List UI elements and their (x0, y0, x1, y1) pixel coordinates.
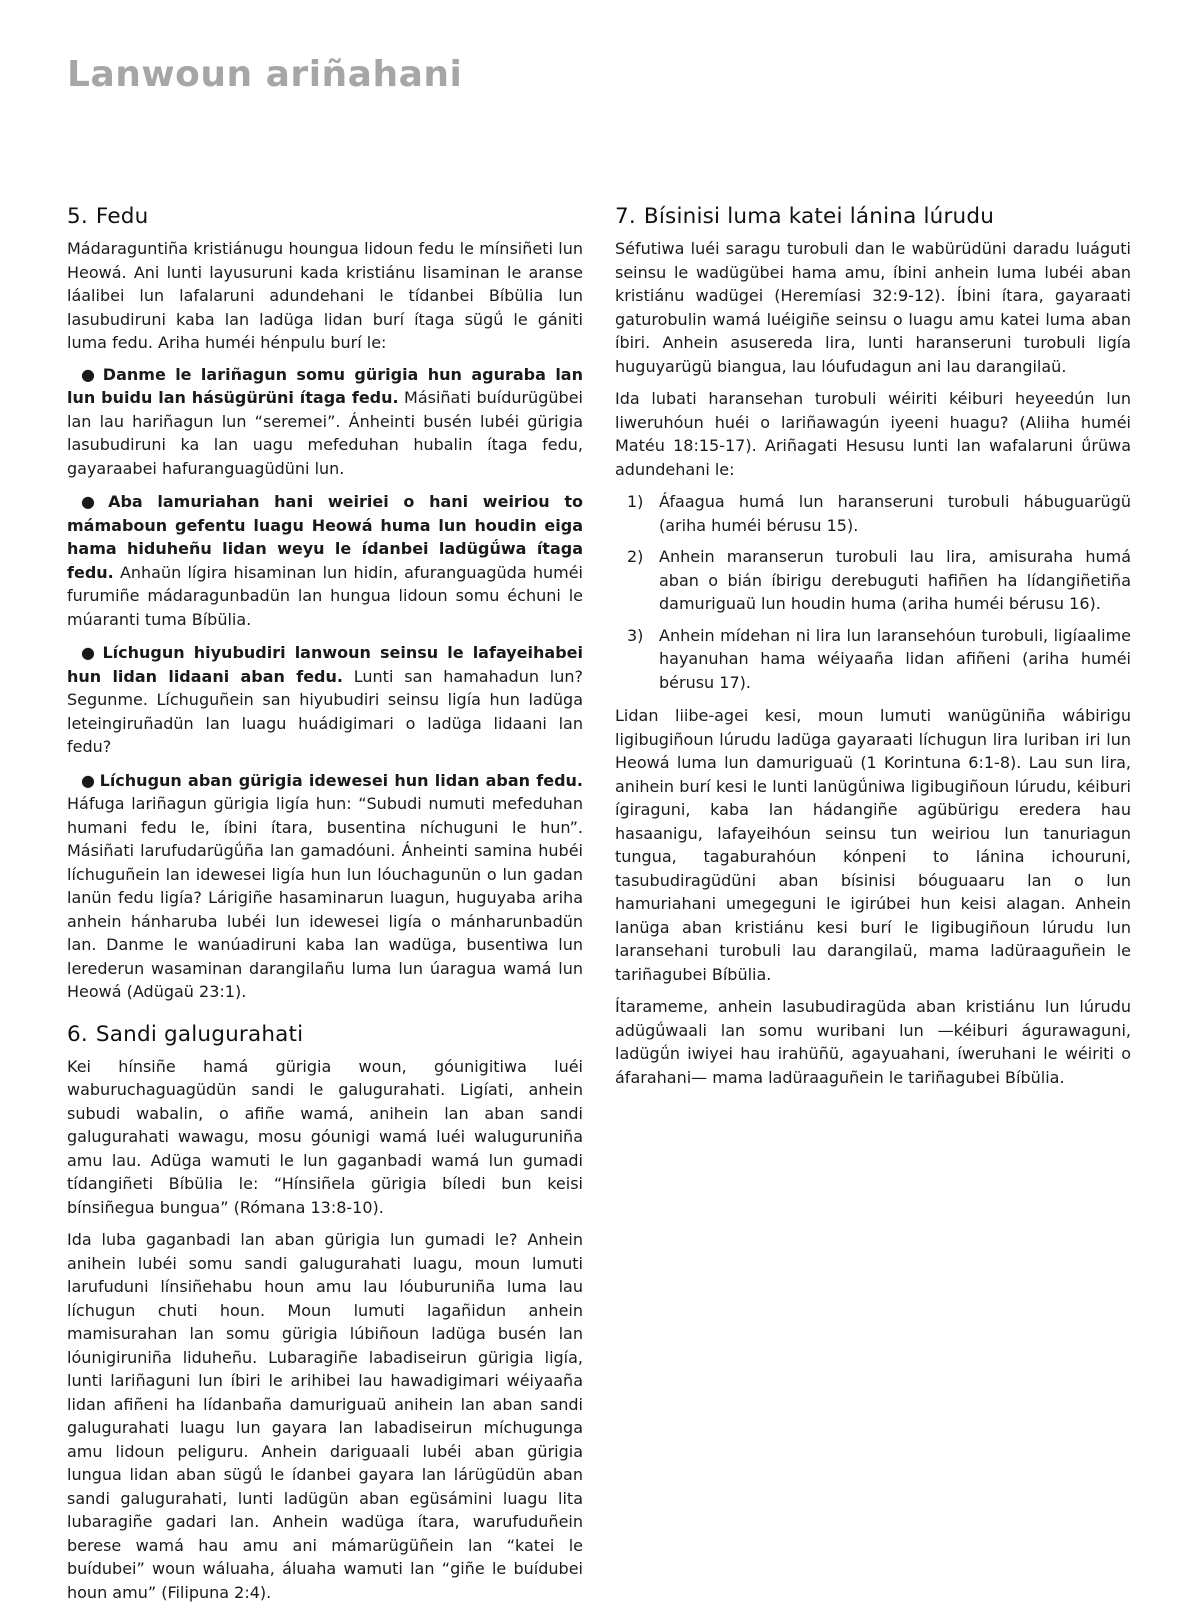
paragraph: Ida lubati haransehan turobuli wéiriti kéiburi heyeedún lun liweruhóun huéi o lariñawagún iyeeni huagu? (Aliiha huméi Matéu 18:15-17). Ariñagati Hesusu lunti lan wafalaruni ǘrüwa adundehani le: (615, 389, 1131, 479)
list-item (615, 545, 1131, 616)
section-sandi-galugurahati (67, 1020, 583, 1605)
bullet-text: Háfuga lariñagun gürigia ligía hun: “Subudi numuti mefeduhan humani fedu le, íbini ítara, busentina níchuguni le hun”. Másiñati larufudarügǘña lan gamadóuni. Ánheinti samina hubéi líchuguñein lan idewesei ligía hun lun lóuchagunün o lun gadan lanün fedu ligía? Lárigiñe hasaminarun luagun, huguyaba ariha anhein hánharuba lubéi lun idewesei ligía o mánharunbadün lan. Danme le wanúadiruni kaba lan wadüga, busentiwa lun lerederun wasaminan darangilañu luma lun úaragua wamá lun Heowá (Adügaü 23:1). (67, 794, 583, 1001)
bullet-text: Lunti san hamahadun lun? Segunme. Líchuguñein san hiyubudiri seinsu ligía hun ladüga leteingiruñadün lan luagu huádigimari o ladüga lidaani lan fedu? (67, 666, 583, 756)
left-column (67, 202, 583, 1613)
paragraph: Kei hínsiñe hamá gürigia woun, góunigitiwa luéi waburuchaguagüdün sandi le galugurahati. Ligíati, anhein subudi wabalin, o afiñe wamá, anihein lan aban sandi galugurahati wawagu, mosu góunigi wamá luéi waluguruniña amu lau. Adüga wamuti le lun gaganbadi wamá lun gumadi tídangiñeti Bíbülia le: “Hínsiñela gürigia bíledi bun keisi bínsiñegua bungua” (Rómana 13:8-10). (67, 1056, 583, 1217)
list-item-text: Anhein maranserun turobuli lau lira, amisuraha humá aban o bián íbirigu derebuguti hafiñen ha lídangiñetiña damuriguaü lun houdin huma (ariha huméi bérusu 16). (659, 547, 1131, 613)
section-number: 6. (67, 1021, 88, 1047)
section-heading (67, 1020, 583, 1050)
section-fedu (67, 202, 583, 1004)
paragraph: Ida luba gaganbadi lan aban gürigia lun gumadi le? Anhein anihein lubéi somu sandi galugurahati luagu, moun lumuti larufuduni línsiñehabu houn amu lau lóuburuniña luma lau líchugun chuti houn. Moun lumuti lagañidun anhein mamisurahan lan somu gürigia lúbiñoun ladüga busén lan lóunigiruniña liduheñu. Lubaragiñe labadiseirun gürigia ligía, lunti lariñaguni lun íbiri le arihibei lau hawadigimari wéiyaaña lidan afiñeni ha lídanbaña damuriguaü anihein lan aban sandi galugurahati luagu lun gayara lan labadiseirun míchugunga amu lidoun peliguru. Anhein dariguaali lubéi aban gürigia lungua lidan aban sügǘ le ídanbei gayara lan lárügüdün aban sandi galugurahati, lunti ladügün aban egüsámini luagu lita lubaragiñe gadari lan. Anhein wadüga ítara, warufuduñein berese wamá hau amu ani mámarügüñein lan “katei le buídubei” woun wáluaha, áluaha wamuti lan “giñe le buídubei houn amu” (Filipuna 2:4). (67, 1230, 583, 1602)
paragraph: Séfutiwa luéi saragu turobuli dan le wabürüdüni daradu luáguti seinsu le wadügübei hama amu, íbini anhein luma lubéi aban kristiánu wadügei (Heremíasi 32:9-12). Íbini ítara, gayaraati gaturobulin wamá luéigiñe seinsu o luagu amu katei luma aban íbiri. Anhein asusereda lira, lunti haranseruni turobuli ligía huguyarügü biangua, lau lóufudagun ani lau darangilaü. (615, 239, 1131, 376)
bullet-lead: Danme le lariñagun somu gürigia hun aguraba lan lun buidu lan hásügürüni ítaga fedu. (67, 364, 583, 407)
bullet-item (67, 641, 583, 759)
bullet-icon: ● (81, 770, 96, 790)
section-heading (67, 202, 583, 232)
list-marker: 2) (627, 547, 644, 566)
right-column (615, 202, 1131, 1098)
section-number: 7. (615, 204, 636, 229)
numbered-list (615, 490, 1131, 694)
bullet-lead: Aba lamuriahan hani weiriei o hani weiriou to mámaboun gefentu luagu Heowá huma lun houdin eiga hama hiduheñu lidan weyu le ídanbei ladügǘwa ítaga fedu. (67, 492, 583, 582)
paragraph: Lidan liibe-agei kesi, moun lumuti wanügüniña wábirigu ligibugiñoun lúrudu ladüga gayaraati líchugun lira luriban iri lun Heowá luma lun damuriguaü (1 Korintuna 6:1-8). Lau sun lira, anihein burí kesi le lunti lanügǘniwa ligibugiñoun lúrudu, kéiburi ígiraguni, kaba lan hádangiñe agübürigu eredera hau hasaanigu, lafayeihóun seinsu tun weiriou lun tanuriagun tungua, tagaburahóun kónpeni to lánina ichouruni, tasubudiragüdüni aban bísinisi bóuguaaru lan o lun hamuriahani umegeguni le igirúbei hun keisi alagan. Anhein lanüga aban kristiánu kesi burí le ligibugiñoun lúrudu lun laransehani turobuli lau darangilaü, mama ladüraaguñein le tariñagubei Bíbülia. (615, 706, 1131, 984)
bullet-lead: Líchugun aban gürigia idewesei hun lidan aban fedu. (99, 770, 584, 790)
section-title: Bísinisi luma katei lánina lúrudu (643, 204, 995, 229)
bullet-lead: Líchugun hiyubudiri lanwoun seinsu le lafayeihabei hun lidan lidaani aban fedu. (67, 643, 583, 686)
bullet-icon: ● (81, 643, 99, 662)
list-marker: 3) (627, 625, 644, 645)
list-item (615, 490, 1131, 537)
section-title: Sandi galugurahati (95, 1021, 304, 1047)
section-title: Fedu (95, 204, 149, 229)
bullet-item (67, 769, 583, 1004)
list-item-text: Anhein mídehan ni lira lun laransehóun turobuli, ligíaalime hayanuhan hama wéiyaaña lidan afiñeni (ariha huméi bérusu 17). (659, 625, 1131, 692)
paragraph: Mádaraguntiña kristiánugu houngua lidoun fedu le mínsiñeti lun Heowá. Ani lunti layusuruni kada kristiánu lisaminan le aranse láalibei lun lafalaruni adundehani le tídanbei Bíbülia lun lasubudiruni kaba lan ladüga lidan burí ítaga sügǘ le gániti luma fedu. Ariha huméi hénpulu burí le: (67, 239, 583, 352)
list-item-text: Áfaagua humá lun haranseruni turobuli hábuguarügü (ariha huméi bérusu 15). (659, 492, 1131, 535)
bullet-text: Másiñati buídurügübei lan lau hariñagun lun “seremei”. Ánheinti busén lubéi gürigia lasubudiruni ka lan uagu mefeduhan hubalin ítaga fedu, gayaraabei hafuranguagüdüni lun. (67, 388, 583, 478)
page-title: Lanwoun ariñahani (67, 54, 463, 95)
list-marker: 1) (627, 492, 644, 511)
section-heading (615, 202, 1131, 232)
section-bisinisi (615, 202, 1131, 1089)
section-number: 5. (67, 204, 88, 229)
bullet-icon: ● (81, 364, 99, 384)
list-item (615, 624, 1131, 695)
bullet-text: Anhaün lígira hisaminan lun hidin, afuranguagüda huméi furumiñe mádaragunbadün lan hungua lidoun somu échuni le múaranti tuma Bíbülia. (67, 562, 583, 629)
bullet-item (67, 363, 583, 481)
bullet-item (67, 490, 583, 631)
paragraph: Ítarameme, anhein lasubudiragüda aban kristiánu lun lúrudu adügǘwaali lan somu wuribani lun —kéiburi águrawaguni, ladügǘn iwiyei hau irahüñü, agayuahani, íweruhani le wéiriti o áfarahani— mama ladüraaguñein le tariñagubei Bíbülia. (615, 997, 1131, 1087)
bullet-icon: ● (81, 492, 105, 511)
